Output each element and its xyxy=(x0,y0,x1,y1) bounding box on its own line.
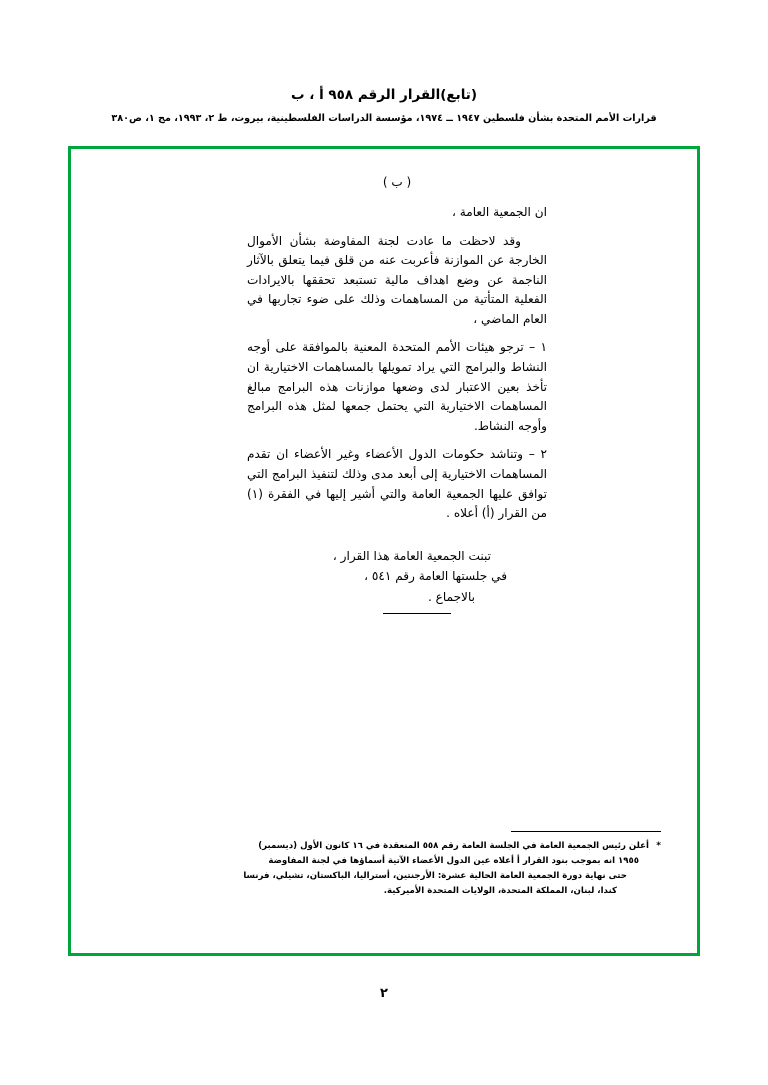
adoption-note xyxy=(247,546,547,608)
document-header xyxy=(0,86,768,125)
section-label: ( ب ) xyxy=(382,175,412,189)
content-frame xyxy=(68,146,700,956)
footnote-line-2: ١٩٥٥ انه بموجب بنود القرار أ أعلاه عين الدول الأعضاء الآتية أسماؤها في لجنة المفاوضة xyxy=(268,855,639,866)
footnote-block xyxy=(221,831,661,899)
footnote-separator xyxy=(511,831,661,832)
adoption-line-2: في جلستها العامة رقم ٥٤١ ، xyxy=(364,569,507,584)
document-body xyxy=(247,175,547,614)
paragraph-operative-1: ١ – ترجو هيئات الأمم المتحدة المعنية بالموافقة على أوجه النشاط والبرامج التي يراد تمويلها بالمساهمات الاختيارية ان تأخذ بعين الاعتبار لدى وضعها موازنات هذه البرامج مبالغ المساهمات الاختيارية التي يحتمل جمعها لمثل هذه البرامج وأوجه النشاط. xyxy=(247,340,547,433)
footnote-line-4: كندا، لبنان، المملكة المتحدة، الولايات المتحدة الأميركية. xyxy=(383,885,617,896)
page-title: (تابع)القرار الرقم ٩٥٨ أ ، ب xyxy=(290,87,478,103)
divider-rule xyxy=(383,613,451,614)
paragraph-intro: ان الجمعية العامة ، xyxy=(451,205,547,219)
adoption-line-1: تبنت الجمعية العامة هذا القرار ، xyxy=(332,548,491,563)
paragraph-preamble: وقد لاحظت ما عادت لجنة المفاوضة بشأن الأموال الخارجة عن الموازنة فأعربت عنه من قلق فيما يتعلق بالآثار الناجمة عن وضع اهداف مالية تستبعد تحققها بالايرادات الفعلية المتأتية من المساهمات وذلك على ضوء تجاربها في العام الماضي ، xyxy=(247,233,547,326)
page-number: ٢ xyxy=(380,986,388,1001)
footnote-content xyxy=(221,839,661,899)
adoption-line-3: بالاجماع . xyxy=(427,589,475,604)
source-citation: قرارات الأمم المتحدة بشأن فلسطين ١٩٤٧ ــ ١٩٧٤، مؤسسة الدراسات الفلسطينية، بيروت، ط ٢، ١٩٩٣، مج ١، ص٣٨٠ xyxy=(111,112,657,124)
footnote-marker: * xyxy=(656,840,661,851)
footnote-line-3: حتى نهاية دورة الجمعية العامة الحالية عشرة: الأرجنتين، أستراليا، الباكستان، تشيلي، فرنسا xyxy=(243,870,627,881)
footnote-lines xyxy=(221,839,661,899)
paragraph-operative-2: ٢ – وتناشد حكومات الدول الأعضاء وغير الأعضاء ان تقدم المساهمات الاختيارية إلى أبعد مدى وذلك لتنفيذ البرامج التي توافق عليها الجمعية العامة والتي أشير إليها في الفقرة (١) من القرار (أ) أعلاه . xyxy=(247,447,547,521)
footnote-line-1: أعلن رئيس الجمعية العامة في الجلسة العامة رقم ٥٥٨ المنعقدة في ١٦ كانون الأول (ديسمبر) xyxy=(258,840,649,851)
